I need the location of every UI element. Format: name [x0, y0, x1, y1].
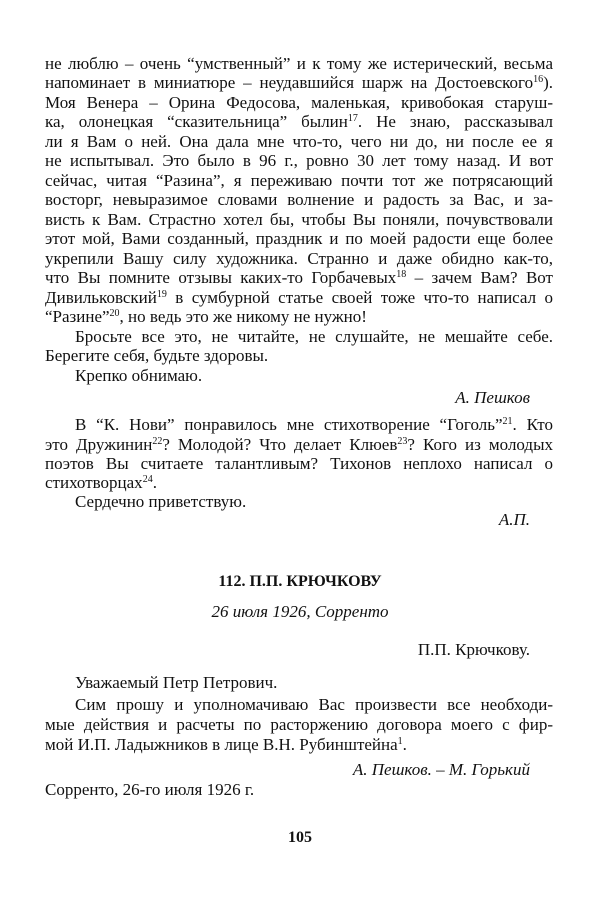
page-number: 105 — [288, 829, 312, 846]
text-segment: не люблю – очень “умственный” и к тому же истерический, весьма — [45, 54, 553, 73]
text-segment: . — [402, 735, 407, 754]
body-line — [75, 327, 553, 347]
closing-line — [75, 366, 553, 386]
text-segment: ). — [543, 73, 553, 92]
body-line — [45, 210, 553, 230]
body-line — [45, 249, 553, 269]
body-line — [45, 307, 553, 327]
footnote-ref: 23 — [397, 436, 408, 447]
text-segment: А. Пешков — [455, 388, 530, 407]
body-line — [45, 715, 553, 735]
text-segment: мые действия и расчеты по расторжению договора моего с фир- — [45, 715, 553, 734]
salutation — [75, 673, 553, 693]
footnote-ref: 16 — [533, 74, 544, 85]
text-segment: что Вы помните отзывы каких-то Горбачевых — [45, 268, 397, 287]
text-segment: мой И.П. Ладыжников в лице В.Н. Рубинштейна — [45, 735, 398, 754]
text-segment: Сердечно приветствую. — [75, 492, 247, 511]
text-segment: Бросьте все это, не читайте, не слушайте, не мешайте себе. — [75, 327, 553, 346]
body-line — [45, 171, 553, 191]
footnote-ref: 24 — [142, 474, 153, 485]
body-line — [45, 346, 553, 366]
text-segment: 112. П.П. КРЮЧКОВУ — [218, 573, 382, 590]
text-segment: 26 июля 1926, Сорренто — [211, 602, 389, 621]
text-segment: А. Пешков. – М. Горький — [352, 760, 530, 779]
signature — [455, 388, 530, 408]
footnote-ref: 21 — [502, 416, 513, 427]
text-segment: П.П. Крючкову. — [417, 640, 530, 659]
text-segment: укрепили Вашу силу художника. Странно и даже обидно как-то, — [45, 249, 553, 268]
body-line — [45, 151, 553, 171]
text-segment: – зачем Вам? Вот — [406, 268, 553, 287]
body-line — [45, 93, 553, 113]
text-segment: в сумбурной статье своей тоже что-то написал о — [166, 288, 553, 307]
text-segment: . Кто — [512, 415, 553, 434]
text-segment: поэтов Вы считаете талантливым? Тихонов неплохо написал о — [45, 454, 553, 473]
body-line — [45, 288, 553, 308]
body-line — [75, 695, 553, 715]
postscript-line — [45, 435, 553, 455]
signature — [499, 510, 530, 530]
text-segment: А.П. — [498, 510, 530, 529]
text-segment: ка, олонецкая “сказительница” былин — [45, 112, 348, 131]
text-segment: не испытывал. Это было в 96 г., ровно 30 лет тому назад. И вот — [45, 151, 553, 170]
letter-date — [0, 602, 600, 622]
body-line — [45, 735, 553, 755]
footnote-ref: 17 — [347, 113, 358, 124]
text-segment: Берегите себя, будьте здоровы. — [45, 346, 269, 365]
signature — [353, 760, 530, 780]
text-segment: напоминает в миниатюре – неудавшийся шарж на Достоевского — [45, 73, 534, 92]
text-segment: Крепко обнимаю. — [75, 366, 203, 385]
text-segment: В “К. Нови” понравилось мне стихотворение “Гоголь” — [75, 415, 503, 434]
addressee — [418, 640, 530, 660]
text-segment: восторг, невыразимое словами волнение и радость за Вас, и за- — [45, 190, 553, 209]
text-segment: , но ведь это же никому не нужно! — [119, 307, 367, 326]
text-segment: стихотворцах — [45, 473, 143, 492]
postscript-line — [45, 473, 553, 493]
text-segment: . — [152, 473, 157, 492]
text-segment: сейчас, читая “Разина”, я переживаю почти тот же потрясающий — [45, 171, 553, 190]
text-segment: Моя Венера – Орина Федосова, маленькая, кривобокая старуш- — [45, 93, 553, 112]
text-segment: “Разине” — [45, 307, 110, 326]
text-segment: Сорренто, 26-го июля 1926 г. — [45, 780, 255, 799]
postscript-line — [45, 454, 553, 474]
text-segment: Дивильковский — [45, 288, 157, 307]
body-line — [45, 268, 553, 288]
text-segment: ? Кого из молодых — [407, 435, 554, 454]
text-segment: это Дружинин — [45, 435, 153, 454]
body-line — [45, 112, 553, 132]
body-line — [45, 229, 553, 249]
letter-heading — [0, 572, 600, 592]
body-line — [45, 54, 553, 74]
footnote-ref: 22 — [152, 436, 163, 447]
footnote-ref: 20 — [109, 308, 120, 319]
footnote-ref: 18 — [396, 269, 407, 280]
text-segment: ? Молодой? Что делает Клюев — [162, 435, 398, 454]
text-segment: Сим прошу и уполномачиваю Вас произвести все необходи- — [75, 695, 553, 714]
footnote-ref: 19 — [156, 289, 167, 300]
text-segment: Уважаемый Петр Петрович. — [75, 673, 278, 692]
text-segment: . Не знаю, рассказывал — [357, 112, 553, 131]
closing-line — [75, 492, 553, 512]
text-segment: ли я Вам о ней. Она дала мне что-то, чего ни до, ни после ее я — [45, 132, 553, 151]
body-line — [45, 132, 553, 152]
body-line — [45, 73, 553, 93]
body-line — [45, 190, 553, 210]
postscript-line — [75, 415, 553, 435]
text-segment: висть к Вам. Страстно хотел бы, чтобы Вы поняли, почувствовали — [45, 210, 553, 229]
footnote-ref: 1 — [397, 736, 403, 747]
text-segment: этот мой, Вами созданный, праздник и по моей радости еще более — [45, 229, 553, 248]
place-date — [45, 780, 553, 800]
